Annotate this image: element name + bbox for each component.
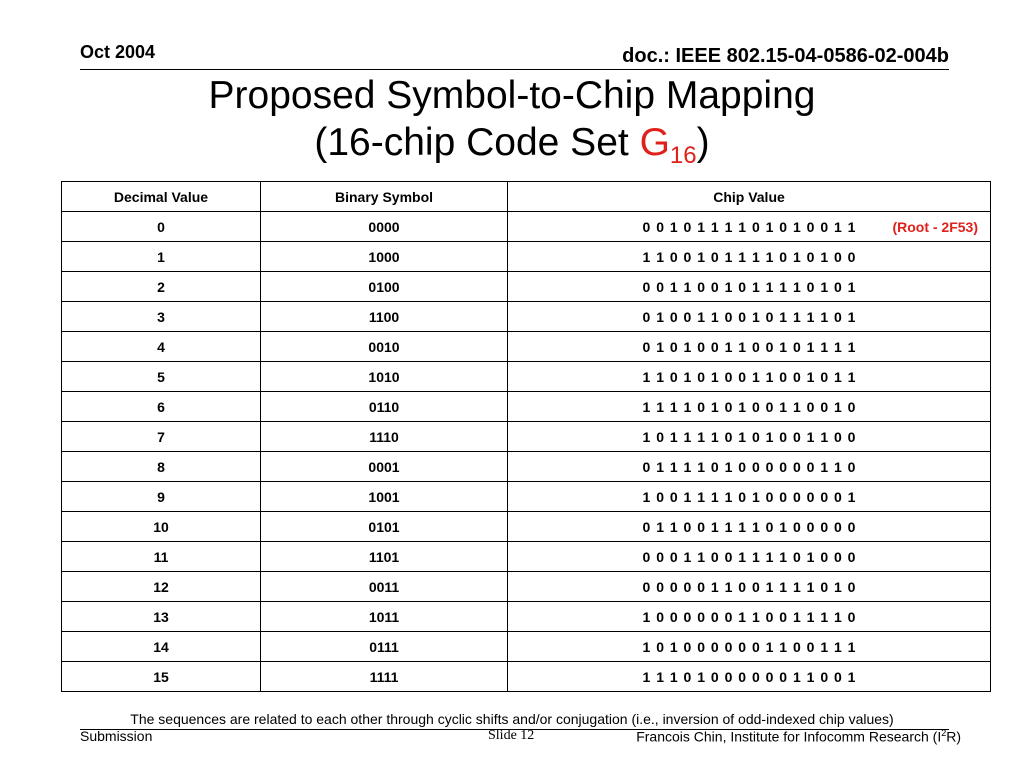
decimal-value-cell: 1 [62, 242, 261, 272]
title-line-2 [0, 119, 1024, 169]
decimal-value-cell: 8 [62, 452, 261, 482]
title-line-2-suffix: ) [696, 121, 710, 164]
footer-submission: Submission [80, 728, 153, 744]
chip-sequence: 1 1 1 0 1 0 0 0 0 0 0 1 1 0 0 1 [642, 668, 856, 685]
binary-symbol-cell: 0010 [261, 332, 508, 362]
title-symbol-subscript: 16 [669, 142, 697, 169]
decimal-value-cell: 13 [62, 602, 261, 632]
chip-sequence: 0 1 0 0 1 1 0 0 1 0 1 1 1 1 0 1 [642, 308, 856, 325]
binary-symbol-cell: 1000 [261, 242, 508, 272]
chip-value-cell [508, 452, 991, 482]
table-row [62, 272, 991, 302]
table-row [62, 362, 991, 392]
header-divider [80, 69, 949, 70]
decimal-value-cell: 11 [62, 542, 261, 572]
table-row [62, 212, 991, 242]
chip-value-cell [508, 482, 991, 512]
chip-value-cell [508, 422, 991, 452]
table-row [62, 482, 991, 512]
binary-symbol-cell: 0000 [261, 212, 508, 242]
binary-symbol-cell: 1010 [261, 362, 508, 392]
title-symbol [639, 121, 697, 169]
chip-value-cell [508, 362, 991, 392]
chip-value-cell [508, 512, 991, 542]
footer-slide-number: Slide 12 [488, 728, 535, 743]
chip-sequence: 0 1 1 1 1 0 1 0 0 0 0 0 0 1 1 0 [642, 458, 856, 475]
chip-value-cell [508, 212, 991, 242]
chip-sequence: 0 1 1 0 0 1 1 1 1 0 1 0 0 0 0 0 [642, 518, 856, 535]
decimal-value-cell: 5 [62, 362, 261, 392]
chip-sequence: 1 1 0 0 1 0 1 1 1 1 0 1 0 1 0 0 [642, 248, 856, 265]
decimal-value-cell: 15 [62, 662, 261, 692]
table-row [62, 602, 991, 632]
decimal-value-cell: 3 [62, 302, 261, 332]
title-symbol-letter: G [639, 121, 670, 164]
table-row [62, 302, 991, 332]
chip-value-cell [508, 302, 991, 332]
table-row [62, 662, 991, 692]
footer-author-suffix: R) [946, 728, 961, 745]
chip-sequence: 0 0 1 1 0 0 1 0 1 1 1 1 0 1 0 1 [642, 278, 856, 295]
table-row [62, 422, 991, 452]
decimal-value-cell: 7 [62, 422, 261, 452]
chip-sequence: 1 0 0 0 0 0 0 1 1 0 0 1 1 1 1 0 [642, 608, 856, 625]
table-row [62, 332, 991, 362]
chip-value-cell [508, 632, 991, 662]
binary-symbol-cell: 0001 [261, 452, 508, 482]
decimal-value-cell: 6 [62, 392, 261, 422]
footer-author-prefix: Francois Chin, Institute for Infocomm Research (I [636, 728, 942, 745]
chip-value-cell [508, 332, 991, 362]
decimal-value-cell: 12 [62, 572, 261, 602]
binary-symbol-cell: 0011 [261, 572, 508, 602]
decimal-value-cell: 10 [62, 512, 261, 542]
binary-symbol-cell: 0111 [261, 632, 508, 662]
table-row [62, 392, 991, 422]
decimal-value-cell: 4 [62, 332, 261, 362]
chip-value-cell [508, 392, 991, 422]
chip-sequence: 1 1 0 1 0 1 0 0 1 1 0 0 1 0 1 1 [642, 368, 856, 385]
binary-symbol-cell: 1110 [261, 422, 508, 452]
footer-author [636, 728, 961, 745]
binary-symbol-cell: 0110 [261, 392, 508, 422]
chip-sequence: 0 0 1 0 1 1 1 1 0 1 0 1 0 0 1 1 [642, 218, 856, 235]
decimal-value-cell: 14 [62, 632, 261, 662]
footer-author-sup: 2 [941, 728, 947, 738]
chip-value-cell [508, 542, 991, 572]
table-row [62, 452, 991, 482]
chip-sequence: 1 0 1 0 0 0 0 0 0 1 1 0 0 1 1 1 [642, 638, 856, 655]
table-header-row [62, 182, 991, 212]
header-date: Oct 2004 [80, 42, 156, 62]
table-row [62, 512, 991, 542]
binary-symbol-cell: 1101 [261, 542, 508, 572]
footnote: The sequences are related to each other through cyclic shifts and/or conjugation (i.e., inversion of odd-indexed chip values) [130, 711, 894, 727]
chip-value-cell [508, 272, 991, 302]
chip-sequence: 0 1 0 1 0 0 1 1 0 0 1 0 1 1 1 1 [642, 338, 856, 355]
title-line-2-prefix: (16-chip Code Set [314, 121, 640, 164]
binary-symbol-cell: 1001 [261, 482, 508, 512]
table-row [62, 542, 991, 572]
chip-sequence: 0 0 0 1 1 0 0 1 1 1 1 0 1 0 0 0 [642, 548, 856, 565]
chip-value-cell [508, 602, 991, 632]
root-note: (Root - 2F53) [892, 218, 978, 235]
title-line-1: Proposed Symbol-to-Chip Mapping [208, 74, 816, 117]
column-header-chip: Chip Value [508, 182, 991, 212]
table-row [62, 242, 991, 272]
decimal-value-cell: 0 [62, 212, 261, 242]
symbol-chip-table [61, 181, 991, 692]
slide-title [0, 72, 1024, 169]
binary-symbol-cell: 0100 [261, 272, 508, 302]
chip-sequence: 0 0 0 0 0 1 1 0 0 1 1 1 1 0 1 0 [642, 578, 856, 595]
column-header-binary: Binary Symbol [261, 182, 508, 212]
decimal-value-cell: 9 [62, 482, 261, 512]
table-row [62, 632, 991, 662]
chip-value-cell [508, 662, 991, 692]
binary-symbol-cell: 1111 [261, 662, 508, 692]
chip-sequence: 1 0 0 1 1 1 1 0 1 0 0 0 0 0 0 1 [642, 488, 856, 505]
binary-symbol-cell: 0101 [261, 512, 508, 542]
chip-sequence: 1 0 1 1 1 1 0 1 0 1 0 0 1 1 0 0 [642, 428, 856, 445]
chip-value-cell [508, 242, 991, 272]
table-row [62, 572, 991, 602]
binary-symbol-cell: 1011 [261, 602, 508, 632]
chip-value-cell [508, 572, 991, 602]
binary-symbol-cell: 1100 [261, 302, 508, 332]
column-header-decimal: Decimal Value [62, 182, 261, 212]
header-doc-id: doc.: IEEE 802.15-04-0586-02-004b [622, 45, 949, 67]
chip-sequence: 1 1 1 1 0 1 0 1 0 0 1 1 0 0 1 0 [642, 398, 856, 415]
decimal-value-cell: 2 [62, 272, 261, 302]
